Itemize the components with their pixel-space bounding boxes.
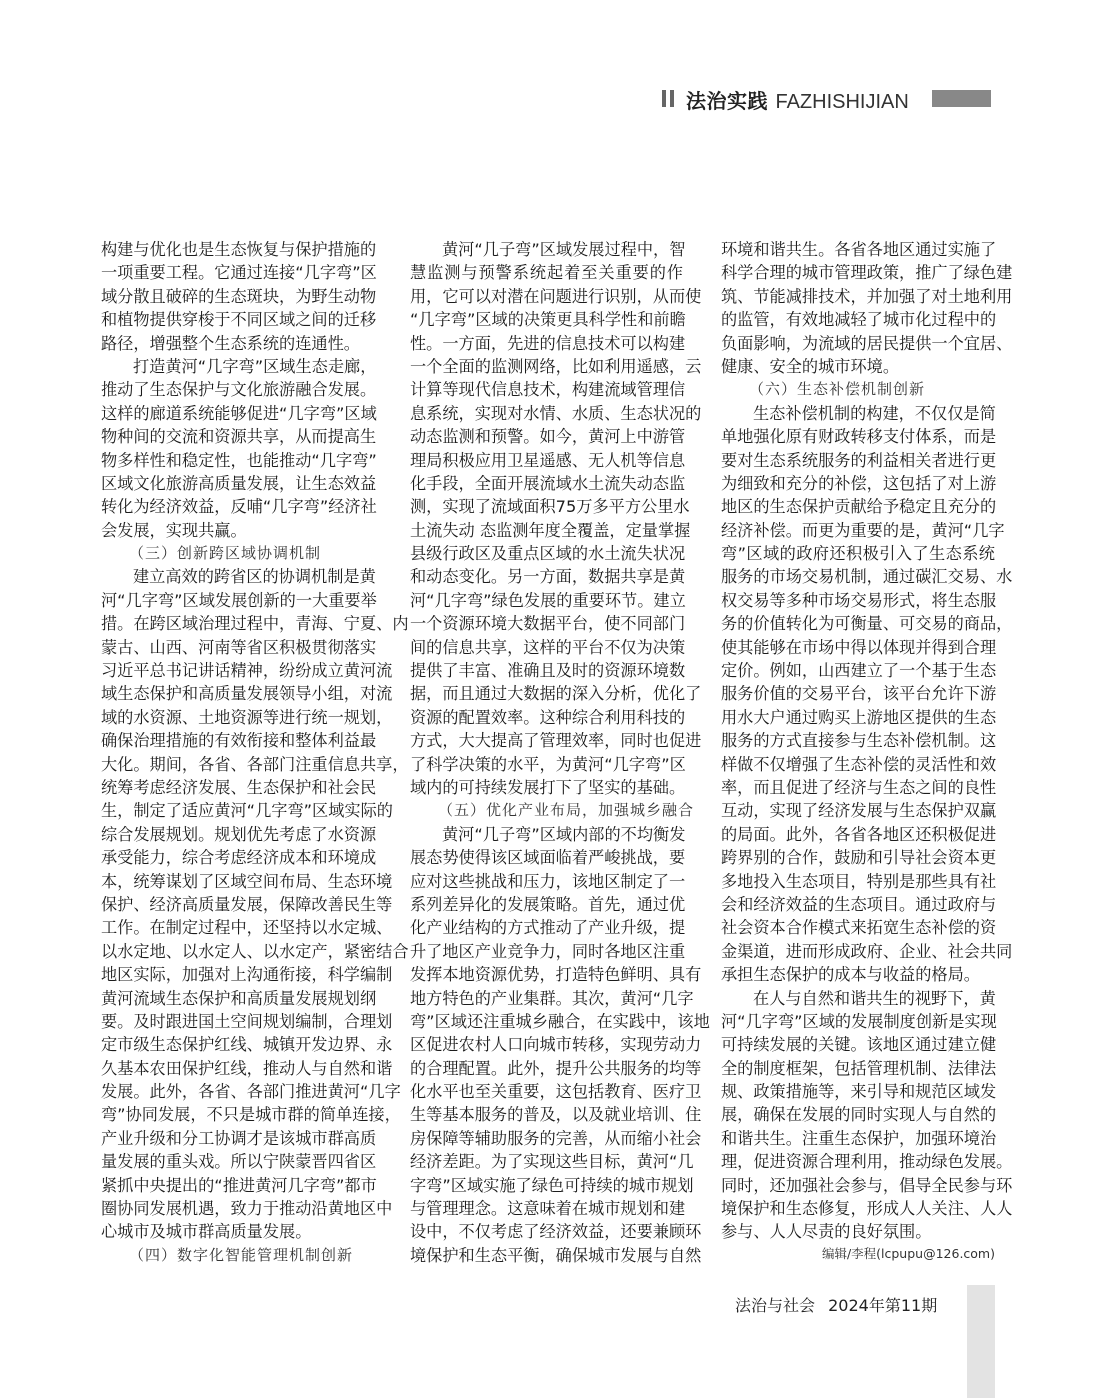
section-title-cn: 法治实践 — [686, 89, 768, 113]
text-line: 土流失动 态监测年度全覆盖，定量掌握 — [410, 520, 691, 540]
text-line: 境保护和生态平衡，确保城市发展与自然 — [410, 1245, 702, 1265]
text-line: 与管理理念。这意味着在城市规划和建 — [410, 1199, 686, 1219]
text-line: 域生态保护和高质量发展领导小组，对流 — [101, 684, 393, 704]
text-line: 理，促进资源合理利用，推动绿色发展。 — [721, 1152, 1013, 1172]
text-line: 一个全面的监测网络，比如利用遥感，云 — [410, 356, 702, 376]
text-line: 字弯”区域实施了绿色可持续的城市规划 — [410, 1175, 694, 1195]
text-line: 黄河流域生态保护和高质量发展规划纲 — [101, 988, 377, 1008]
text-line: 工作。在制定过程中，还坚持以水定城、 — [101, 918, 393, 938]
text-line: “几字弯”区域的决策更具科学性和前瞻 — [410, 310, 686, 330]
text-line: 保护、经济高质量发展，保障改善民生等 — [101, 894, 393, 914]
text-line: 化产业结构的方式推动了产业升级，提 — [410, 918, 686, 938]
section-title — [686, 85, 909, 114]
text-line: 化水平也至关重要，这包括教育、医疗卫 — [410, 1082, 702, 1102]
text-line: 产业升级和分工协调才是该城市群高质 — [101, 1128, 377, 1148]
text-line: 互动，实现了经济发展与生态保护双赢 — [721, 801, 997, 821]
section-title-en: FAZHISHIJIAN — [775, 91, 909, 113]
text-line: 和植物提供穿梭于不同区域之间的迁移 — [101, 310, 377, 330]
text-line: 用，它可以对潜在问题进行识别，从而使 — [410, 286, 702, 306]
text-line: 黄河“几子弯”区域内部的不均衡发 — [442, 824, 686, 844]
journal-name: 法治与社会 — [735, 1296, 816, 1315]
text-line: 承受能力，综合考虑经济成本和环境成 — [101, 848, 377, 868]
text-line: 河“几字弯”绿色发展的重要环节。建立 — [410, 590, 686, 610]
text-line: 展，确保在发展的同时实现人与自然的 — [721, 1105, 997, 1125]
text-line: 社会资本合作模式来拓宽生态补偿的资 — [721, 918, 997, 938]
text-line: 率，而且促进了经济与生态之间的良性 — [721, 777, 997, 797]
text-line: 权交易等多种市场交易形式，将生态服 — [721, 590, 997, 610]
text-line: 提供了丰富、准确且及时的资源环境数 — [410, 661, 686, 681]
text-line: 可持续发展的关键。该地区通过建立健 — [721, 1035, 997, 1055]
text-line: 综合发展规划。规划优先考虑了水资源 — [101, 824, 377, 844]
header-tick-mark — [670, 90, 674, 107]
text-line: 负面影响，为流域的居民提供一个宜居、 — [721, 333, 1013, 353]
text-line: 单地强化原有财政转移支付体系，而是 — [721, 427, 997, 447]
text-line: 弯”区域还注重城乡融合，在实践中，该地 — [410, 1011, 710, 1031]
text-line: 服务价值的交易平台，该平台允许下游 — [721, 684, 997, 704]
text-line: 一个资源环境大数据平台，使不同部门 — [410, 614, 686, 634]
text-line: 蒙古、山西、河南等省区积极贯彻落实 — [101, 637, 377, 657]
text-line: 在人与自然和谐共生的视野下，黄 — [753, 988, 996, 1008]
subsection-heading: （四）数字化智能管理机制创新 — [129, 1245, 354, 1264]
text-line: 用水大户通过购买上游地区提供的生态 — [721, 707, 997, 727]
text-line: 应对这些挑战和压力，该地区制定了一 — [410, 871, 686, 891]
text-line: 参与、人人尽责的良好氛围。 — [721, 1222, 932, 1242]
text-line: 物多样性和稳定性，也能推动“几字弯” — [101, 450, 377, 470]
text-line: 样做不仅增强了生态补偿的灵活性和效 — [721, 754, 997, 774]
text-line: 以水定地、以水定人、以水定产，紧密结合 — [101, 941, 409, 961]
text-line: 了科学决策的水平，为黄河“几字弯”区 — [410, 754, 686, 774]
text-line: 经济差距。为了实现这些目标，黄河“几 — [410, 1152, 694, 1172]
text-line: 要。及时跟进国土空间规划编制，合理划 — [101, 1011, 393, 1031]
text-line: 会发展，实现共赢。 — [101, 520, 247, 540]
text-line: 大化。期间，各省、各部门注重信息共享， — [101, 754, 409, 774]
text-line: 久基本农田保护红线，推动人与自然和谐 — [101, 1058, 393, 1078]
text-line: 转化为经济效益，反哺“几字弯”经济社 — [101, 497, 377, 517]
subsection-heading: （五）优化产业布局，加强城乡融合 — [438, 801, 695, 820]
text-line: 统筹考虑经济发展、生态保护和社会民 — [101, 777, 377, 797]
text-line: 紧抓中央提出的“推进黄河几字弯”都市 — [101, 1175, 377, 1195]
text-line: 发挥本地资源优势，打造特色鲜明、具有 — [410, 965, 702, 985]
text-line: 这样的廊道系统能够促进“几字弯”区域 — [101, 403, 377, 423]
text-line: 息系统，实现对水情、水质、生态状况的 — [410, 403, 702, 423]
text-line: 服务的方式直接参与生态补偿机制。这 — [721, 731, 997, 751]
text-line: 措。在跨区域治理过程中，青海、宁夏、内 — [101, 614, 409, 634]
text-line: 科学合理的城市管理政策，推广了绿色建 — [721, 263, 1013, 283]
text-line: 和动态变化。另一方面，数据共享是黄 — [410, 567, 686, 587]
text-line: 化手段，全面开展流域水土流失动态监 — [410, 473, 686, 493]
text-line: 升了地区产业竞争力，同时各地区注重 — [410, 941, 686, 961]
text-line: 动态监测和预警。如今，黄河上中游管 — [410, 427, 686, 447]
text-line: 弯”协同发展，不只是城市群的简单连接， — [101, 1105, 401, 1125]
text-column-3 — [721, 238, 1013, 1268]
text-line: 黄河“几子弯”区域发展过程中，智 — [442, 240, 686, 259]
editor-credit: 编辑/李程(lcpupu@126.com) — [821, 1245, 995, 1261]
text-line: 确保治理措施的有效衔接和整体利益最 — [101, 731, 377, 751]
text-line: 全的制度框架，包括管理机制、法律法 — [721, 1058, 997, 1078]
text-line: 金渠道，进而形成政府、企业、社会共同 — [721, 941, 1013, 961]
text-line: 圈协同发展机遇，致力于推动沿黄地区中 — [101, 1199, 393, 1219]
text-line: 多地投入生态项目，特别是那些具有社 — [721, 871, 997, 891]
text-line: 构建与优化也是生态恢复与保护措施的 — [101, 240, 377, 259]
text-line: 的合理配置。此外，提升公共服务的均等 — [410, 1058, 702, 1078]
page-footer — [735, 1293, 937, 1316]
text-line: 一项重要工程。它通过连接“几字弯”区 — [101, 263, 377, 283]
text-line: 习近平总书记讲话精神，纷纷成立黄河流 — [101, 661, 393, 681]
subsection-heading: （三）创新跨区域协调机制 — [129, 544, 322, 563]
text-line: 的监管，有效地减轻了城市化过程中的 — [721, 310, 997, 330]
text-line: 方式，大大提高了管理效率，同时也促进 — [410, 731, 702, 751]
text-line: 据，而且通过大数据的深入分析，优化了 — [410, 684, 702, 704]
text-line: 域的水资源、土地资源等进行统一规划， — [101, 707, 393, 727]
text-line: 推动了生态保护与文化旅游融合发展。 — [101, 380, 377, 400]
text-line: 物种间的交流和资源共享，从而提高生 — [101, 427, 377, 447]
text-line: 弯”区域的政府还积极引入了生态系统 — [721, 544, 995, 564]
text-line: 和谐共生。注重生态保护，加强环境治 — [721, 1128, 997, 1148]
text-line: 打造黄河“几字弯”区域生态走廊， — [133, 356, 377, 376]
text-line: 河“几字弯”区域的发展制度创新是实现 — [721, 1011, 997, 1031]
text-line: 慧监测与预警系统起着至关重要的作 — [410, 263, 683, 283]
text-line: 设中，不仅考虑了经济效益，还要兼顾环 — [410, 1222, 702, 1242]
text-line: 域分散且破碎的生态斑块，为野生动物 — [101, 286, 377, 306]
header-bar — [932, 90, 991, 107]
text-line: 心城市及城市群高质量发展。 — [101, 1222, 312, 1242]
text-line: 的局面。此外，各省各地区还积极促进 — [721, 824, 997, 844]
text-line: 展态势使得该区域面临着严峻挑战，要 — [410, 848, 686, 868]
text-line: 理局积极应用卫星遥感、无人机等信息 — [410, 450, 686, 470]
text-line: 地区实际，加强对上沟通衔接，科学编制 — [101, 965, 393, 985]
text-column-2 — [410, 238, 710, 1268]
text-line: 生等基本服务的普及，以及就业培训、住 — [410, 1105, 702, 1125]
text-line: 务的价值转化为可衡量、可交易的商品， — [721, 614, 1013, 634]
text-line: 生态补偿机制的构建，不仅仅是简 — [753, 403, 996, 423]
text-line: 间的信息共享，这样的平台不仅为决策 — [410, 637, 686, 657]
text-line: 县级行政区及重点区域的水土流失状况 — [410, 544, 686, 564]
issue-label: 2024年第11期 — [828, 1296, 938, 1315]
text-line: 域内的可持续发展打下了坚实的基础。 — [410, 777, 686, 797]
text-line: 境保护和生态修复，形成人人关注、人人 — [721, 1199, 1013, 1219]
text-line: 生，制定了适应黄河“几字弯”区域实际的 — [101, 801, 393, 821]
text-line: 定市级生态保护红线、城镇开发边界、永 — [101, 1035, 393, 1055]
text-line: 为细致和充分的补偿，这包括了对上游 — [721, 473, 997, 493]
subsection-heading: （六）生态补偿机制创新 — [749, 380, 926, 399]
text-line: 筑、节能减排技术，并加强了对土地利用 — [721, 286, 1013, 306]
text-line: 承担生态保护的成本与收益的格局。 — [721, 965, 980, 985]
text-line: 会和经济效益的生态项目。通过政府与 — [721, 894, 997, 914]
text-line: 使其能够在市场中得以体现并得到合理 — [721, 637, 997, 657]
text-line: 区域文化旅游高质量发展，让生态效益 — [101, 473, 377, 493]
text-line: 要对生态系统服务的利益相关者进行更 — [721, 450, 997, 470]
text-line: 系列差异化的发展策略。首先，通过优 — [410, 894, 686, 914]
text-line: 房保障等辅助服务的完善，从而缩小社会 — [410, 1128, 702, 1148]
text-line: 经济补偿。而更为重要的是，黄河“几字 — [721, 520, 1005, 540]
header-tick-mark — [662, 90, 666, 107]
text-line: 地区的生态保护贡献给予稳定且充分的 — [721, 497, 997, 517]
text-line: 区促进农村人口向城市转移，实现劳动力 — [410, 1035, 702, 1055]
text-line: 定价。例如，山西建立了一个基于生态 — [721, 661, 997, 681]
text-line: 跨界别的合作，鼓励和引导社会资本更 — [721, 848, 997, 868]
text-line: 发展。此外，各省、各部门推进黄河“几字 — [101, 1082, 401, 1102]
text-line: 同时，还加强社会参与，倡导全民参与环 — [721, 1175, 1013, 1195]
text-column-1 — [101, 238, 409, 1268]
text-line: 建立高效的跨省区的协调机制是黄 — [133, 567, 376, 587]
text-line: 服务的市场交易机制，通过碳汇交易、水 — [721, 567, 1013, 587]
text-line: 本，统筹谋划了区域空间布局、生态环境 — [101, 871, 393, 891]
text-line: 环境和谐共生。各省各地区通过实施了 — [721, 240, 997, 259]
text-line: 量发展的重头戏。所以宁陕蒙晋四省区 — [101, 1152, 377, 1172]
text-line: 河“几字弯”区域发展创新的一大重要举 — [101, 590, 377, 610]
text-line: 规、政策措施等，来引导和规范区域发 — [721, 1082, 997, 1102]
text-line: 路径，增强整个生态系统的连通性。 — [101, 333, 360, 353]
page-edge-strip — [967, 1285, 995, 1398]
text-line: 性。一方面，先进的信息技术可以构建 — [410, 333, 686, 353]
text-line: 资源的配置效率。这种综合利用科技的 — [410, 707, 686, 727]
text-line: 地方特色的产业集群。其次，黄河“几字 — [410, 988, 694, 1008]
text-line: 计算等现代信息技术，构建流域管理信 — [410, 380, 686, 400]
text-line: 健康、安全的城市环境。 — [721, 356, 900, 376]
text-line: 测，实现了流域面积75万多平方公里水 — [410, 497, 690, 517]
